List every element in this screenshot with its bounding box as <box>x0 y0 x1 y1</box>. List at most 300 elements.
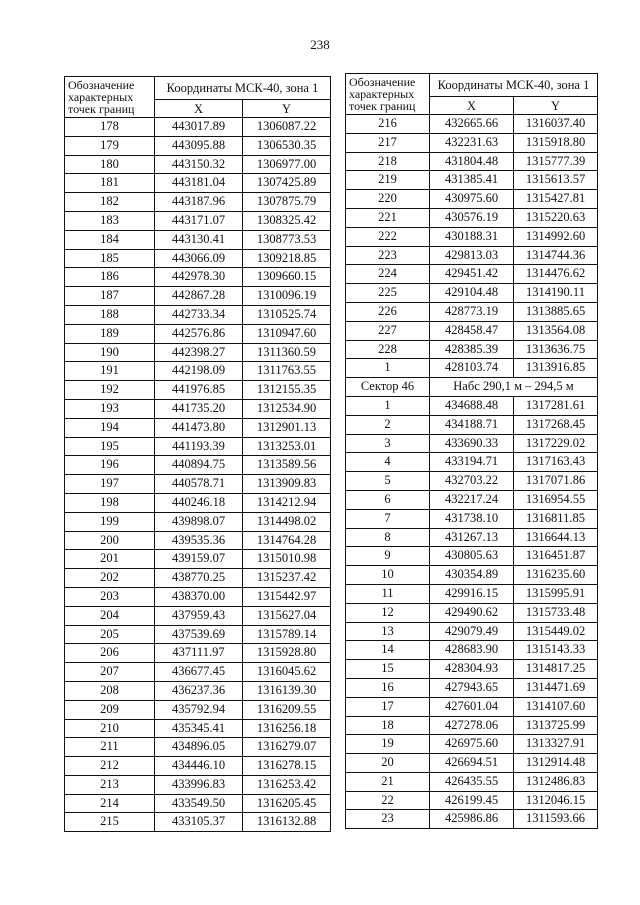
table-row <box>346 246 598 265</box>
y-coordinate: 1313636.75 <box>514 340 598 359</box>
x-coordinate: 436677.45 <box>155 663 243 682</box>
y-coordinate: 1316644.13 <box>514 528 598 547</box>
point-id: 202 <box>65 569 155 588</box>
point-id: 5 <box>346 472 430 491</box>
point-id: 187 <box>65 287 155 306</box>
point-id: 204 <box>65 606 155 625</box>
y-coordinate: 1315733.48 <box>514 603 598 622</box>
point-id: 21 <box>346 772 430 791</box>
y-coordinate: 1306977.00 <box>243 155 331 174</box>
y-coordinate: 1306087.22 <box>243 118 331 137</box>
y-coordinate: 1310947.60 <box>243 324 331 343</box>
x-coordinate: 443017.89 <box>155 118 243 137</box>
x-coordinate: 426694.51 <box>430 754 514 773</box>
table-row <box>346 566 598 585</box>
x-coordinate: 437539.69 <box>155 625 243 644</box>
point-id: 23 <box>346 810 430 829</box>
point-id: 8 <box>346 528 430 547</box>
table-row <box>65 512 331 531</box>
x-coordinate: 440246.18 <box>155 493 243 512</box>
point-id: 193 <box>65 399 155 418</box>
y-coordinate: 1306530.35 <box>243 136 331 155</box>
table-row <box>65 136 331 155</box>
y-coordinate: 1316256.18 <box>243 719 331 738</box>
x-coordinate: 429451.42 <box>430 265 514 284</box>
point-id: 181 <box>65 174 155 193</box>
y-coordinate: 1313253.01 <box>243 437 331 456</box>
table-row <box>65 531 331 550</box>
y-coordinate: 1312901.13 <box>243 418 331 437</box>
table-row <box>346 115 598 134</box>
table-row <box>346 284 598 303</box>
y-coordinate: 1315928.80 <box>243 644 331 663</box>
table-row <box>65 211 331 230</box>
y-coordinate: 1315427.81 <box>514 190 598 209</box>
table-row <box>346 434 598 453</box>
point-id: 214 <box>65 794 155 813</box>
point-id: 205 <box>65 625 155 644</box>
y-header: Y <box>243 100 331 118</box>
table-row <box>65 493 331 512</box>
y-coordinate: 1314190.11 <box>514 284 598 303</box>
x-coordinate: 433690.33 <box>430 434 514 453</box>
x-coordinate: 426435.55 <box>430 772 514 791</box>
sector-range: Набс 290,1 м – 294,5 м <box>430 378 598 397</box>
x-header: X <box>155 100 243 118</box>
point-id: 194 <box>65 418 155 437</box>
x-coordinate: 441193.39 <box>155 437 243 456</box>
point-id: 10 <box>346 566 430 585</box>
y-coordinate: 1312486.83 <box>514 772 598 791</box>
point-id: 179 <box>65 136 155 155</box>
point-id: 7 <box>346 509 430 528</box>
y-coordinate: 1315449.02 <box>514 622 598 641</box>
coordinates-table-right <box>345 73 598 829</box>
point-id: 209 <box>65 700 155 719</box>
point-id: 219 <box>346 171 430 190</box>
y-coordinate: 1317229.02 <box>514 434 598 453</box>
table-row <box>346 265 598 284</box>
table-row <box>65 663 331 682</box>
point-id: 196 <box>65 456 155 475</box>
table-row <box>65 268 331 287</box>
point-id: 12 <box>346 603 430 622</box>
y-coordinate: 1315220.63 <box>514 208 598 227</box>
table-row <box>346 716 598 735</box>
x-coordinate: 438770.25 <box>155 569 243 588</box>
point-id: 192 <box>65 381 155 400</box>
point-id: 200 <box>65 531 155 550</box>
x-coordinate: 442867.28 <box>155 287 243 306</box>
y-coordinate: 1316279.07 <box>243 738 331 757</box>
point-id: 182 <box>65 193 155 212</box>
point-id: 4 <box>346 453 430 472</box>
point-id: 188 <box>65 305 155 324</box>
table-row <box>346 490 598 509</box>
x-coordinate: 443066.09 <box>155 249 243 268</box>
point-id: 20 <box>346 754 430 773</box>
point-id: 221 <box>346 208 430 227</box>
table-row <box>346 622 598 641</box>
sector-name: Сектор 46 <box>346 378 430 397</box>
x-coordinate: 433996.83 <box>155 775 243 794</box>
y-coordinate: 1316132.88 <box>243 813 331 832</box>
y-coordinate: 1315918.80 <box>514 133 598 152</box>
table-row <box>65 118 331 137</box>
point-id: 3 <box>346 434 430 453</box>
x-coordinate: 428304.93 <box>430 660 514 679</box>
y-coordinate: 1317071.86 <box>514 472 598 491</box>
y-coordinate: 1314212.94 <box>243 493 331 512</box>
x-coordinate: 439898.07 <box>155 512 243 531</box>
y-coordinate: 1316954.55 <box>514 490 598 509</box>
table-row <box>65 813 331 832</box>
table-row <box>65 287 331 306</box>
point-id: 184 <box>65 230 155 249</box>
y-coordinate: 1313589.56 <box>243 456 331 475</box>
y-coordinate: 1316045.62 <box>243 663 331 682</box>
table-row <box>65 700 331 719</box>
table-row <box>65 606 331 625</box>
x-coordinate: 431385.41 <box>430 171 514 190</box>
table-row <box>346 133 598 152</box>
point-id: 19 <box>346 735 430 754</box>
table-row <box>65 794 331 813</box>
table-row <box>346 810 598 829</box>
table-row <box>65 587 331 606</box>
y-coordinate: 1316253.42 <box>243 775 331 794</box>
x-coordinate: 430975.60 <box>430 190 514 209</box>
coords-title-header: Координаты МСК-40, зона 1 <box>430 74 598 97</box>
x-coordinate: 441976.85 <box>155 381 243 400</box>
x-coordinate: 442398.27 <box>155 343 243 362</box>
x-coordinate: 443095.88 <box>155 136 243 155</box>
x-coordinate: 431738.10 <box>430 509 514 528</box>
y-coordinate: 1308773.53 <box>243 230 331 249</box>
table-row <box>65 381 331 400</box>
point-id: 208 <box>65 681 155 700</box>
x-coordinate: 432231.63 <box>430 133 514 152</box>
point-id: 191 <box>65 362 155 381</box>
table-row <box>346 772 598 791</box>
y-coordinate: 1312914.48 <box>514 754 598 773</box>
point-id: 216 <box>346 115 430 134</box>
table-row <box>65 362 331 381</box>
y-coordinate: 1312046.15 <box>514 791 598 810</box>
y-coordinate: 1315143.33 <box>514 641 598 660</box>
table-row <box>346 584 598 603</box>
point-id: 6 <box>346 490 430 509</box>
point-id: 203 <box>65 587 155 606</box>
y-coordinate: 1310096.19 <box>243 287 331 306</box>
y-coordinate: 1316139.30 <box>243 681 331 700</box>
y-coordinate: 1314471.69 <box>514 678 598 697</box>
table-row <box>346 453 598 472</box>
table-row <box>65 249 331 268</box>
point-id: 213 <box>65 775 155 794</box>
point-id: 189 <box>65 324 155 343</box>
x-coordinate: 442198.09 <box>155 362 243 381</box>
point-id: 228 <box>346 340 430 359</box>
y-coordinate: 1317163.43 <box>514 453 598 472</box>
table-row <box>65 569 331 588</box>
y-coordinate: 1312155.35 <box>243 381 331 400</box>
x-coordinate: 440578.71 <box>155 475 243 494</box>
x-coordinate: 428773.19 <box>430 302 514 321</box>
y-coordinate: 1316811.85 <box>514 509 598 528</box>
x-coordinate: 427943.65 <box>430 678 514 697</box>
coordinates-table-left <box>64 76 331 832</box>
point-id: 17 <box>346 697 430 716</box>
point-id: 22 <box>346 791 430 810</box>
x-coordinate: 425986.86 <box>430 810 514 829</box>
point-id: 13 <box>346 622 430 641</box>
point-id: 9 <box>346 547 430 566</box>
point-id: 201 <box>65 550 155 569</box>
x-coordinate: 443130.41 <box>155 230 243 249</box>
table-row <box>346 208 598 227</box>
x-coordinate: 433194.71 <box>430 453 514 472</box>
x-coordinate: 431267.13 <box>430 528 514 547</box>
y-coordinate: 1316451.87 <box>514 547 598 566</box>
table-row <box>346 660 598 679</box>
table-row <box>65 456 331 475</box>
table-row <box>346 415 598 434</box>
y-coordinate: 1313327.91 <box>514 735 598 754</box>
table-row <box>346 678 598 697</box>
y-coordinate: 1314817.25 <box>514 660 598 679</box>
y-coordinate: 1315995.91 <box>514 584 598 603</box>
table-row <box>346 641 598 660</box>
x-coordinate: 435792.94 <box>155 700 243 719</box>
y-coordinate: 1315627.04 <box>243 606 331 625</box>
y-coordinate: 1312534.90 <box>243 399 331 418</box>
y-coordinate: 1315237.42 <box>243 569 331 588</box>
point-id: 1 <box>346 396 430 415</box>
x-coordinate: 429916.15 <box>430 584 514 603</box>
x-coordinate: 439535.36 <box>155 531 243 550</box>
table-row <box>65 625 331 644</box>
point-label-header: Обозначение характерных точек границ <box>346 74 430 115</box>
y-coordinate: 1307875.79 <box>243 193 331 212</box>
table-row <box>65 681 331 700</box>
point-id: 186 <box>65 268 155 287</box>
x-coordinate: 434446.10 <box>155 757 243 776</box>
y-coordinate: 1310525.74 <box>243 305 331 324</box>
y-coordinate: 1313916.85 <box>514 359 598 378</box>
table-row <box>346 302 598 321</box>
x-coordinate: 429490.62 <box>430 603 514 622</box>
point-id: 206 <box>65 644 155 663</box>
y-header: Y <box>514 97 598 115</box>
y-coordinate: 1313885.65 <box>514 302 598 321</box>
x-coordinate: 431804.48 <box>430 152 514 171</box>
x-coordinate: 430805.63 <box>430 547 514 566</box>
table-row <box>346 472 598 491</box>
y-coordinate: 1308325.42 <box>243 211 331 230</box>
table-row <box>346 528 598 547</box>
point-id: 14 <box>346 641 430 660</box>
y-coordinate: 1316235.60 <box>514 566 598 585</box>
x-coordinate: 429104.48 <box>430 284 514 303</box>
table-row <box>65 437 331 456</box>
x-coordinate: 429813.03 <box>430 246 514 265</box>
point-id: 15 <box>346 660 430 679</box>
table-row <box>65 757 331 776</box>
point-id: 178 <box>65 118 155 137</box>
point-id: 223 <box>346 246 430 265</box>
x-coordinate: 429079.49 <box>430 622 514 641</box>
point-id: 195 <box>65 437 155 456</box>
y-coordinate: 1316205.45 <box>243 794 331 813</box>
x-coordinate: 442733.34 <box>155 305 243 324</box>
table-row <box>65 305 331 324</box>
table-row <box>65 418 331 437</box>
x-coordinate: 432217.24 <box>430 490 514 509</box>
sector-row <box>346 378 598 397</box>
y-coordinate: 1315789.14 <box>243 625 331 644</box>
y-coordinate: 1316209.55 <box>243 700 331 719</box>
table-row <box>346 321 598 340</box>
table-row <box>65 230 331 249</box>
table-row <box>346 547 598 566</box>
point-id: 180 <box>65 155 155 174</box>
table-row <box>346 396 598 415</box>
y-coordinate: 1313564.08 <box>514 321 598 340</box>
x-coordinate: 426975.60 <box>430 735 514 754</box>
table-row <box>346 509 598 528</box>
y-coordinate: 1316278.15 <box>243 757 331 776</box>
point-id: 217 <box>346 133 430 152</box>
x-coordinate: 426199.45 <box>430 791 514 810</box>
point-id: 207 <box>65 663 155 682</box>
point-id: 215 <box>65 813 155 832</box>
x-coordinate: 443171.07 <box>155 211 243 230</box>
x-coordinate: 438370.00 <box>155 587 243 606</box>
page-number: 238 <box>310 37 330 52</box>
x-coordinate: 436237.36 <box>155 681 243 700</box>
point-id: 212 <box>65 757 155 776</box>
table-row <box>346 340 598 359</box>
x-coordinate: 434688.48 <box>430 396 514 415</box>
x-coordinate: 428458.47 <box>430 321 514 340</box>
y-coordinate: 1314992.60 <box>514 227 598 246</box>
table-row <box>65 399 331 418</box>
y-coordinate: 1314764.28 <box>243 531 331 550</box>
x-coordinate: 442576.86 <box>155 324 243 343</box>
y-coordinate: 1317268.45 <box>514 415 598 434</box>
y-coordinate: 1313909.83 <box>243 475 331 494</box>
y-coordinate: 1309660.15 <box>243 268 331 287</box>
x-coordinate: 441473.80 <box>155 418 243 437</box>
table-row <box>346 227 598 246</box>
y-coordinate: 1317281.61 <box>514 396 598 415</box>
y-coordinate: 1307425.89 <box>243 174 331 193</box>
y-coordinate: 1315777.39 <box>514 152 598 171</box>
point-id: 16 <box>346 678 430 697</box>
x-coordinate: 437959.43 <box>155 606 243 625</box>
point-id: 185 <box>65 249 155 268</box>
x-header: X <box>430 97 514 115</box>
point-id: 224 <box>346 265 430 284</box>
point-id: 11 <box>346 584 430 603</box>
x-coordinate: 428103.74 <box>430 359 514 378</box>
x-coordinate: 430354.89 <box>430 566 514 585</box>
point-id: 226 <box>346 302 430 321</box>
y-coordinate: 1314476.62 <box>514 265 598 284</box>
point-id: 197 <box>65 475 155 494</box>
table-row <box>65 155 331 174</box>
table-row <box>65 775 331 794</box>
y-coordinate: 1314744.36 <box>514 246 598 265</box>
point-id: 198 <box>65 493 155 512</box>
point-id: 227 <box>346 321 430 340</box>
table-row <box>346 190 598 209</box>
table-row <box>346 791 598 810</box>
point-id: 210 <box>65 719 155 738</box>
coords-title-header: Координаты МСК-40, зона 1 <box>155 77 331 100</box>
point-id: 211 <box>65 738 155 757</box>
point-id: 1 <box>346 359 430 378</box>
table-row <box>346 171 598 190</box>
table-row <box>346 697 598 716</box>
x-coordinate: 437111.97 <box>155 644 243 663</box>
y-coordinate: 1316037.40 <box>514 115 598 134</box>
table-row <box>65 174 331 193</box>
table-row <box>65 644 331 663</box>
table-row <box>346 152 598 171</box>
table-row <box>346 359 598 378</box>
point-id: 222 <box>346 227 430 246</box>
table-row <box>65 550 331 569</box>
x-coordinate: 441735.20 <box>155 399 243 418</box>
x-coordinate: 443181.04 <box>155 174 243 193</box>
table-row <box>346 735 598 754</box>
point-id: 190 <box>65 343 155 362</box>
x-coordinate: 428385.39 <box>430 340 514 359</box>
x-coordinate: 443187.96 <box>155 193 243 212</box>
table-row <box>65 719 331 738</box>
table-row <box>65 738 331 757</box>
y-coordinate: 1315613.57 <box>514 171 598 190</box>
y-coordinate: 1311763.55 <box>243 362 331 381</box>
x-coordinate: 443150.32 <box>155 155 243 174</box>
y-coordinate: 1311360.59 <box>243 343 331 362</box>
x-coordinate: 434188.71 <box>430 415 514 434</box>
table-row <box>346 754 598 773</box>
y-coordinate: 1309218.85 <box>243 249 331 268</box>
point-label-header: Обозначение характерных точек границ <box>65 77 155 118</box>
y-coordinate: 1311593.66 <box>514 810 598 829</box>
x-coordinate: 439159.07 <box>155 550 243 569</box>
x-coordinate: 428683.90 <box>430 641 514 660</box>
x-coordinate: 434896.05 <box>155 738 243 757</box>
x-coordinate: 435345.41 <box>155 719 243 738</box>
x-coordinate: 427601.04 <box>430 697 514 716</box>
x-coordinate: 430576.19 <box>430 208 514 227</box>
table-row <box>65 475 331 494</box>
point-id: 218 <box>346 152 430 171</box>
point-id: 18 <box>346 716 430 735</box>
table-row <box>65 193 331 212</box>
table-row <box>65 324 331 343</box>
x-coordinate: 433105.37 <box>155 813 243 832</box>
y-coordinate: 1315010.98 <box>243 550 331 569</box>
y-coordinate: 1315442.97 <box>243 587 331 606</box>
x-coordinate: 427278.06 <box>430 716 514 735</box>
y-coordinate: 1314107.60 <box>514 697 598 716</box>
x-coordinate: 433549.50 <box>155 794 243 813</box>
